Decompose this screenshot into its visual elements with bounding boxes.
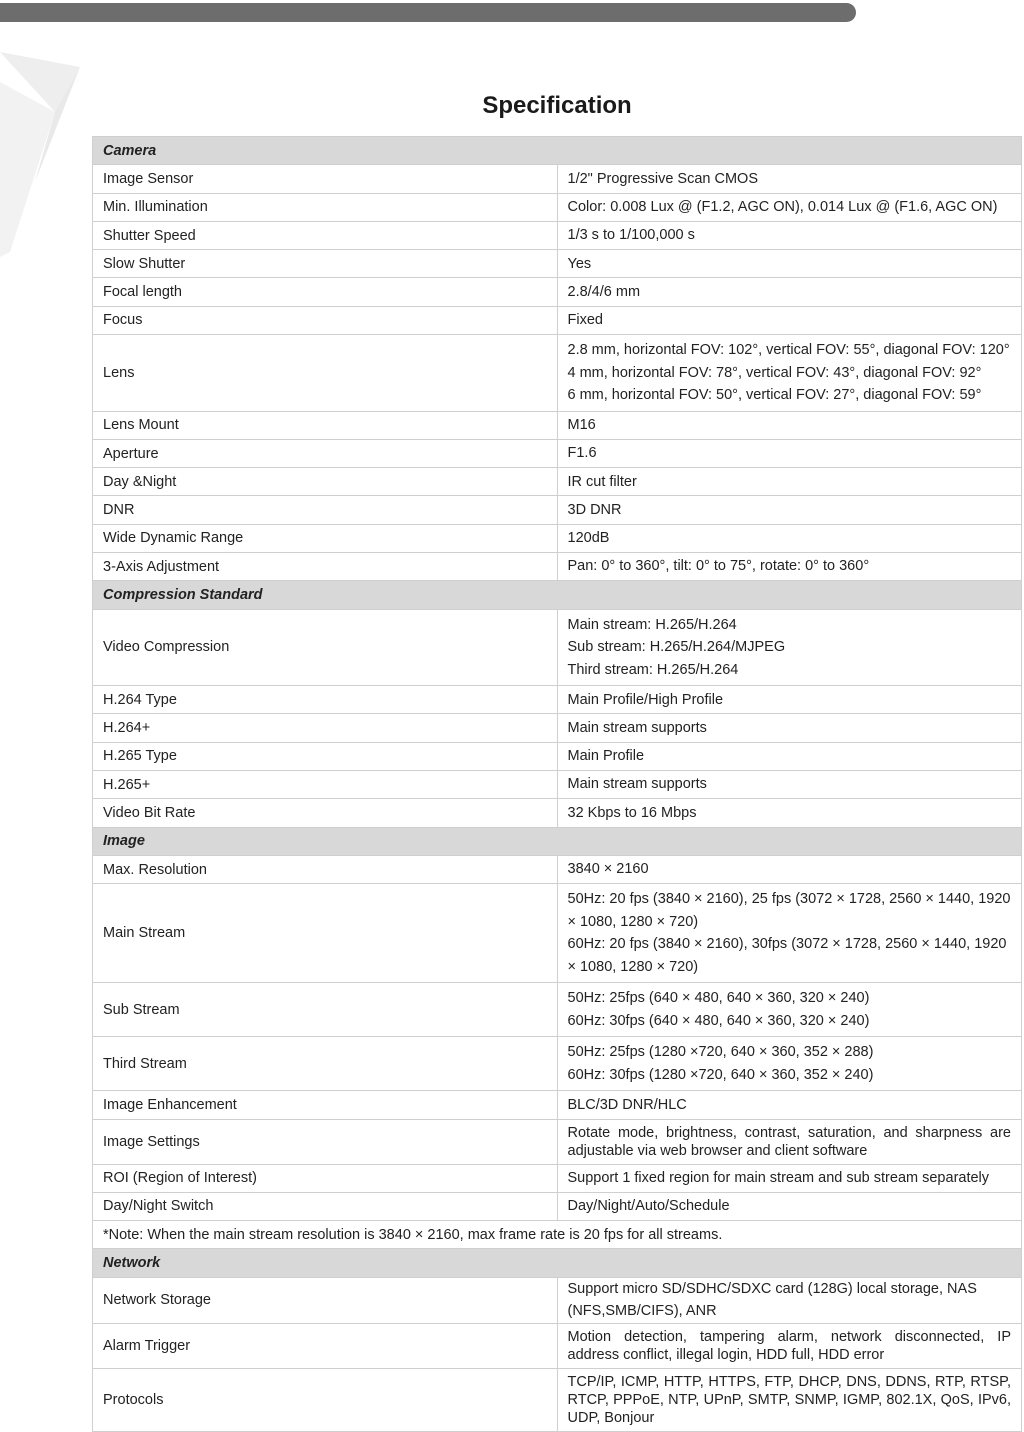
spec-value-line: Main stream supports [567,719,707,736]
spec-row [93,335,1022,412]
spec-key: Max. Resolution [93,855,558,883]
spec-key: Lens [93,335,558,412]
spec-value [557,771,1022,799]
spec-row [93,855,1022,883]
spec-key: Alarm Trigger [93,1323,558,1368]
spec-value-line: Third stream: H.265/H.264 [567,661,739,678]
spec-value [557,524,1022,552]
spec-value [557,1277,1022,1323]
spec-value [557,742,1022,770]
spec-value [557,884,1022,983]
spec-row [93,1037,1022,1091]
spec-row [93,1091,1022,1119]
spec-value [557,1323,1022,1368]
spec-key: Network Storage [93,1277,558,1323]
spec-key: Video Compression [93,609,558,686]
spec-value [557,1164,1022,1192]
spec-key: H.264+ [93,714,558,742]
spec-key: Protocols [93,1368,558,1431]
spec-value [557,553,1022,581]
spec-value-line: 32 Kbps to 16 Mbps [567,804,697,821]
spec-value-line: Motion detection, tampering alarm, network disconnected, IP address conflict, illegal login, HDD full, HDD error [567,1328,1011,1363]
spec-key: Day &Night [93,468,558,496]
spec-table [92,136,1022,1432]
spec-value [557,855,1022,883]
spec-row [93,1119,1022,1164]
spec-value-line: 2.8/4/6 mm [567,283,641,300]
section-title: Compression Standard [93,581,1022,609]
section-title: Image [93,827,1022,855]
spec-value [557,278,1022,306]
spec-key: Focal length [93,278,558,306]
section-title: Network [93,1249,1022,1277]
spec-value-line: Main Profile [567,748,645,765]
spec-row [93,468,1022,496]
spec-key: Wide Dynamic Range [93,524,558,552]
spec-key: 3-Axis Adjustment [93,553,558,581]
spec-row [93,193,1022,221]
spec-value-line: Color: 0.008 Lux @ (F1.2, AGC ON), 0.014 Lux @ (F1.6, AGC ON) [567,198,998,215]
spec-row [93,250,1022,278]
spec-value [557,1037,1022,1091]
spec-value-line: 50Hz: 20 fps (3840 × 2160), 25 fps (3072 × 1728, 2560 × 1440, 1920 × 1080, 1280 × 720) [567,891,1011,930]
spec-key: Third Stream [93,1037,558,1091]
spec-value-line: IR cut filter [567,473,637,490]
section-title: Camera [93,137,1022,165]
spec-value [557,193,1022,221]
spec-value-line: Main Profile/High Profile [567,691,724,708]
logo-watermark-icon [0,22,90,262]
spec-value [557,1192,1022,1220]
spec-value-line: Sub stream: H.265/H.264/MJPEG [567,639,786,656]
spec-row [93,884,1022,983]
spec-value [557,799,1022,827]
spec-value-line: 60Hz: 30fps (640 × 480, 640 × 360, 320 × 240) [567,1012,870,1029]
spec-value-line: 6 mm, horizontal FOV: 50°, vertical FOV: 27°, diagonal FOV: 59° [567,387,982,404]
spec-value [557,439,1022,467]
section-header-row [93,581,1022,609]
section-header-row [93,1249,1022,1277]
spec-row [93,1277,1022,1323]
spec-row [93,1192,1022,1220]
spec-row [93,686,1022,714]
spec-key: Sub Stream [93,983,558,1037]
spec-key: Slow Shutter [93,250,558,278]
spec-value-line: Support 1 fixed region for main stream and sub stream separately [567,1169,990,1186]
spec-value [557,714,1022,742]
spec-value-line: Main stream supports [567,776,707,793]
spec-value-line: 3840 × 2160 [567,861,649,878]
spec-key: Video Bit Rate [93,799,558,827]
spec-row [93,306,1022,334]
section-header-row [93,827,1022,855]
spec-key: Focus [93,306,558,334]
spec-row [93,496,1022,524]
spec-key: Image Enhancement [93,1091,558,1119]
spec-value [557,1119,1022,1164]
spec-table-wrapper [92,136,1022,1432]
header-bar [0,3,856,22]
spec-value-line: Fixed [567,312,603,329]
spec-value-line: Pan: 0° to 360°, tilt: 0° to 75°, rotate: 0° to 360° [567,558,870,575]
spec-key: Lens Mount [93,411,558,439]
spec-value-line: Yes [567,255,592,272]
spec-value [557,468,1022,496]
spec-value [557,609,1022,686]
spec-value [557,983,1022,1037]
spec-row [93,799,1022,827]
spec-value-line: TCP/IP, ICMP, HTTP, HTTPS, FTP, DHCP, DNS, DDNS, RTP, RTSP, RTCP, PPPoE, NTP, UPnP, SMTP, SNMP, IGMP, 802.1X, QoS, IPv6, UDP, Bonjour [567,1373,1011,1426]
spec-row [93,1323,1022,1368]
spec-value-line: 1/2" Progressive Scan CMOS [567,170,758,187]
spec-row [93,553,1022,581]
spec-note: *Note: When the main stream resolution is 3840 × 2160, max frame rate is 20 fps for all streams. [93,1221,1022,1249]
spec-key: Image Sensor [93,165,558,193]
spec-table-body [93,137,1022,1432]
spec-value-line: 2.8 mm, horizontal FOV: 102°, vertical FOV: 55°, diagonal FOV: 120° [567,342,1010,359]
spec-value [557,306,1022,334]
spec-row [93,742,1022,770]
spec-value [557,496,1022,524]
spec-row [93,524,1022,552]
spec-value-line: M16 [567,416,596,433]
spec-value-line: 60Hz: 20 fps (3840 × 2160), 30fps (3072 × 1728, 2560 × 1440, 1920 × 1080, 1280 × 720) [567,936,1007,975]
spec-value [557,221,1022,249]
spec-value-line: 1/3 s to 1/100,000 s [567,227,695,244]
spec-value-line: BLC/3D DNR/HLC [567,1096,687,1113]
spec-value [557,411,1022,439]
spec-key: H.264 Type [93,686,558,714]
spec-value [557,1091,1022,1119]
spec-value-line: Support micro SD/SDHC/SDXC card (128G) local storage, NAS (NFS,SMB/CIFS), ANR [567,1280,977,1320]
spec-value-line: Rotate mode, brightness, contrast, saturation, and sharpness are adjustable via web browser and client software [567,1124,1011,1159]
spec-value-line: 3D DNR [567,501,622,518]
spec-key: DNR [93,496,558,524]
spec-value [557,335,1022,412]
spec-value-line: 50Hz: 25fps (640 × 480, 640 × 360, 320 × 240) [567,990,870,1007]
spec-key: Day/Night Switch [93,1192,558,1220]
spec-key: Aperture [93,439,558,467]
spec-value [557,1368,1022,1431]
spec-row [93,411,1022,439]
spec-row [93,221,1022,249]
spec-key: Image Settings [93,1119,558,1164]
spec-value-line: 4 mm, horizontal FOV: 78°, vertical FOV: 43°, diagonal FOV: 92° [567,364,982,381]
spec-key: Min. Illumination [93,193,558,221]
spec-key: ROI (Region of Interest) [93,1164,558,1192]
spec-row [93,165,1022,193]
spec-row [93,1164,1022,1192]
spec-value-line: 60Hz: 30fps (1280 ×720, 640 × 360, 352 × 240) [567,1066,874,1083]
spec-key: H.265+ [93,771,558,799]
spec-value-line: 50Hz: 25fps (1280 ×720, 640 × 360, 352 × 288) [567,1044,874,1061]
spec-value-line: 120dB [567,530,610,547]
spec-key: Main Stream [93,884,558,983]
spec-row [93,278,1022,306]
spec-row [93,1368,1022,1431]
section-header-row [93,137,1022,165]
spec-value [557,165,1022,193]
spec-row [93,609,1022,686]
spec-row [93,983,1022,1037]
spec-value-line: Main stream: H.265/H.264 [567,616,737,633]
note-row [93,1221,1022,1249]
page-title: Specification [482,92,632,119]
spec-row [93,771,1022,799]
spec-key: H.265 Type [93,742,558,770]
spec-value-line: F1.6 [567,445,597,462]
spec-row [93,714,1022,742]
spec-value-line: Day/Night/Auto/Schedule [567,1198,730,1215]
spec-value [557,250,1022,278]
spec-key: Shutter Speed [93,221,558,249]
spec-row [93,439,1022,467]
spec-value [557,686,1022,714]
